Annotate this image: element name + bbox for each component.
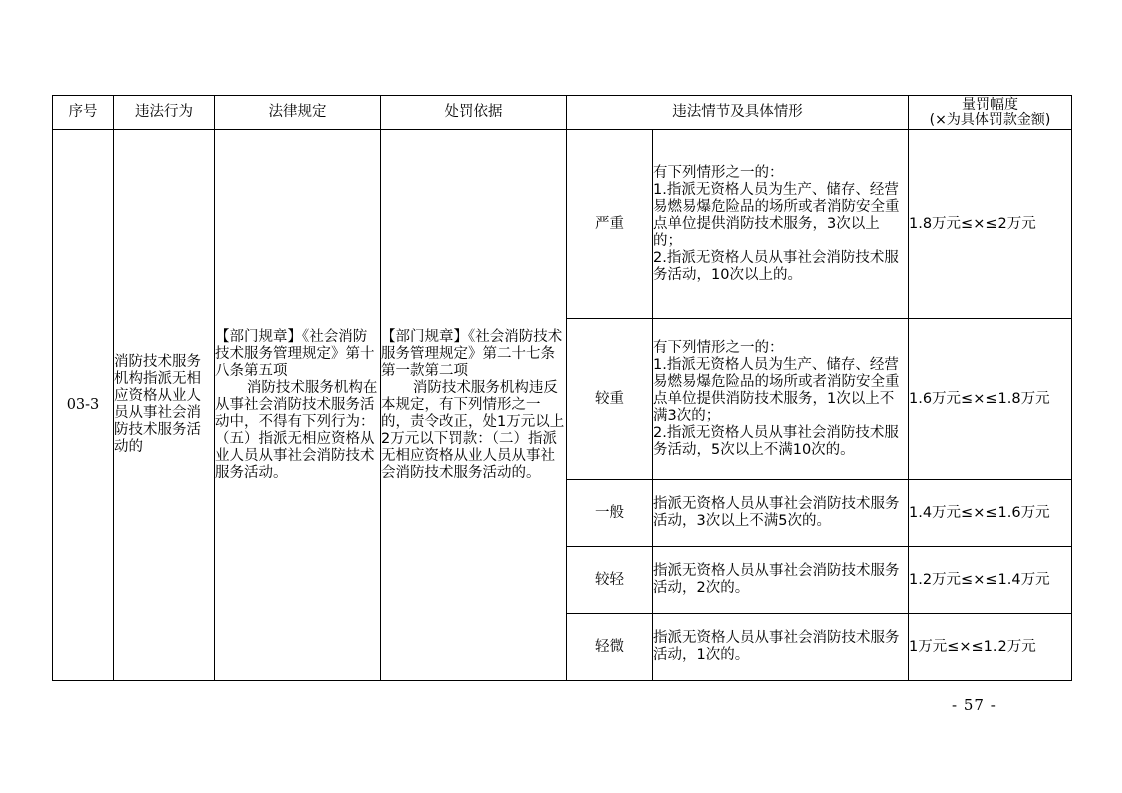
detail-line: 2.指派无资格人员从事社会消防技术服务活动，5次以上不满10次的。 [653,424,899,458]
header-behavior: 违法行为 [114,96,215,130]
law-body: 消防技术服务机构在从事社会消防技术服务活动中，不得有下列行为：（五）指派无相应资格从业人员从事社会消防技术服务活动。 [215,379,378,481]
header-law: 法律规定 [215,96,381,130]
basis-body: 消防技术服务机构违反本规定，有下列情形之一的，责令改正，处1万元以上2万元以下罚款：（二）指派无相应资格从业人员从事社会消防技术服务活动的。 [381,379,565,481]
level-penalty: 1.6万元≤×≤1.8万元 [909,319,1072,480]
level-label: 较重 [567,319,653,480]
entry-law [215,130,381,681]
level-penalty: 1.2万元≤×≤1.4万元 [909,547,1072,614]
entry-behavior: 消防技术服务机构指派无相应资格从业人员从事社会消防技术服务活动的 [114,130,215,681]
level-penalty: 1.4万元≤×≤1.6万元 [909,480,1072,547]
detail-line: 有下列情形之一的： [653,164,784,181]
detail-line: 1.指派无资格人员为生产、储存、经营易燃易爆危险品的场所或者消防安全重点单位提供消防技术服务，1次以上不满3次的； [653,356,900,424]
level-label: 较轻 [567,547,653,614]
basis-title: 【部门规章】《社会消防技术服务管理规定》第二十七条第一款第二项 [381,328,563,379]
header-seq: 序号 [53,96,114,130]
penalty-table [52,95,1072,681]
level-label: 轻微 [567,614,653,681]
level-detail [653,547,909,614]
page-number: - 57 - [952,696,997,714]
detail-line: 1.指派无资格人员为生产、储存、经营易燃易爆危险品的场所或者消防安全重点单位提供消防技术服务，3次以上的； [653,181,900,249]
table-row [53,130,1072,319]
level-penalty: 1万元≤×≤1.2万元 [909,614,1072,681]
header-penalty-note: (×为具体罚款金额) [929,111,1051,128]
level-detail [653,319,909,480]
level-label: 严重 [567,130,653,319]
level-detail [653,130,909,319]
header-penalty-title: 量罚幅度 [962,96,1018,113]
detail-line: 2.指派无资格人员从事社会消防技术服务活动，10次以上的。 [653,249,899,283]
entry-seq: 03-3 [53,130,114,681]
level-penalty: 1.8万元≤×≤2万元 [909,130,1072,319]
header-circumstance: 违法情节及具体情形 [567,96,909,130]
detail-line: 指派无资格人员从事社会消防技术服务活动，3次以上不满5次的。 [653,496,900,529]
law-title: 【部门规章】《社会消防技术服务管理规定》第十八条第五项 [215,328,375,379]
detail-line: 指派无资格人员从事社会消防技术服务活动，1次的。 [653,630,900,663]
header-basis: 处罚依据 [381,96,567,130]
level-detail [653,614,909,681]
detail-line: 有下列情形之一的： [653,339,784,356]
entry-basis [381,130,567,681]
level-label: 一般 [567,480,653,547]
header-row [53,96,1072,130]
detail-line: 指派无资格人员从事社会消防技术服务活动，2次的。 [653,563,900,596]
level-detail [653,480,909,547]
header-penalty [909,96,1072,130]
